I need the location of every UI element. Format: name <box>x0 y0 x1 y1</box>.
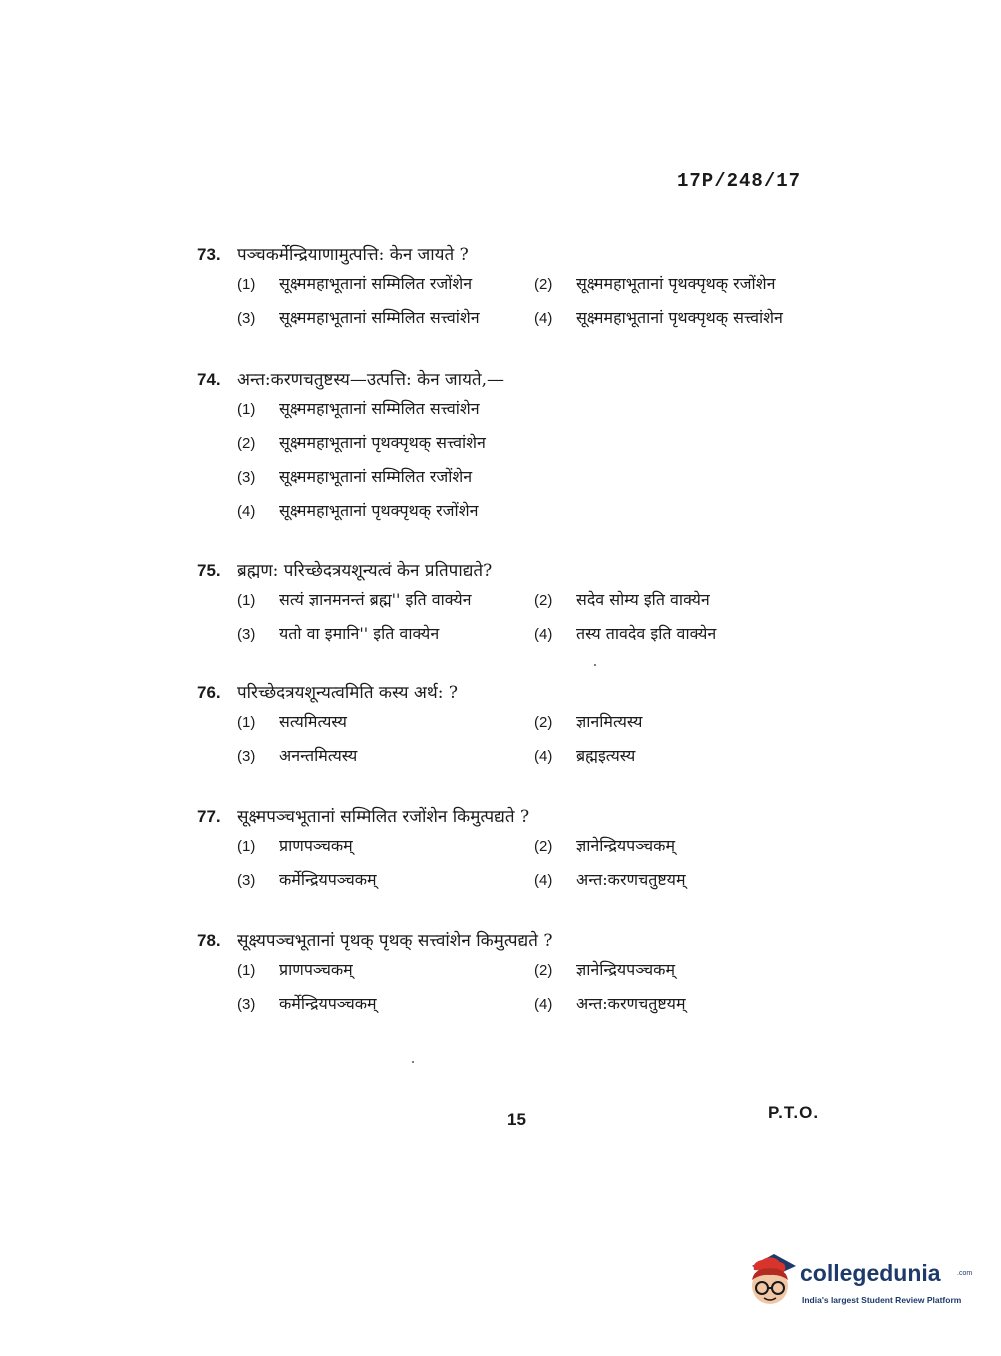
option: (3) कर्मेन्द्रियपञ्चकम् <box>237 870 377 889</box>
question-text: अन्त:करणचतुष्टस्य—उत्पत्ति: केन जायते,— <box>237 370 505 390</box>
option: (4) अन्त:करणचतुष्टयम् <box>534 870 686 889</box>
option: (3) सूक्ष्ममहाभूतानां सम्मिलित रजोंशेन <box>237 467 473 486</box>
question-number: 75. <box>197 561 221 580</box>
option: (1) प्राणपञ्चकम् <box>237 836 353 855</box>
question-text: ब्रह्मण: परिच्छेदत्रयशून्यत्वं केन प्रतिपाद्यते? <box>237 561 493 581</box>
option: (1) सत्यमित्यस्य <box>237 712 347 731</box>
question-78 <box>197 928 837 1026</box>
question-text: परिच्छेदत्रयशून्यत्वमिति कस्य अर्थ: ? <box>237 683 458 703</box>
question-77 <box>197 804 837 902</box>
option: (3) कर्मेन्द्रियपञ्चकम् <box>237 994 377 1013</box>
question-text: सूक्ष्मपञ्चभूतानां सम्मिलित रजोंशेन किमुत्पद्यते ? <box>237 807 530 827</box>
question-number: 77. <box>197 807 221 826</box>
question-74 <box>197 367 837 533</box>
question-text: सूक्ष्यपञ्चभूतानां पृथक् पृथक् सत्त्वांशेन किमुत्पद्यते ? <box>237 931 553 951</box>
question-76 <box>197 680 837 778</box>
option: (3) यतो वा इमानि'' इति वाक्येन <box>237 624 440 643</box>
paper-code: 17P/248/17 <box>677 170 802 192</box>
scan-speck <box>594 664 596 666</box>
option: (1) सूक्ष्ममहाभूतानां सम्मिलित रजोंशेन <box>237 274 473 293</box>
option: (1) सूक्ष्ममहाभूतानां सम्मिलित सत्त्वांशेन <box>237 399 480 418</box>
page-number: 15 <box>507 1110 526 1129</box>
mascot-icon <box>744 1248 800 1310</box>
option: (2) ज्ञानेन्द्रियपञ्चकम् <box>534 836 676 855</box>
option: (2) सूक्ष्ममहाभूतानां पृथक्पृथक् रजोंशेन <box>534 274 776 293</box>
watermark-suffix: .com <box>957 1270 973 1277</box>
question-number: 78. <box>197 931 221 950</box>
question-number: 73. <box>197 245 221 264</box>
question-number: 74. <box>197 370 221 389</box>
option: (3) सूक्ष्ममहाभूतानां सम्मिलित सत्त्वांशेन <box>237 308 480 327</box>
scan-speck <box>412 1061 414 1063</box>
option: (2) सदेव सोम्य इति वाक्येन <box>534 590 710 609</box>
option: (1) सत्यं ज्ञानमनन्तं ब्रह्म'' इति वाक्येन <box>237 590 472 609</box>
question-number: 76. <box>197 683 221 702</box>
option: (4) ब्रह्मइत्यस्य <box>534 746 636 765</box>
option: (4) सूक्ष्ममहाभूतानां पृथक्पृथक् रजोंशेन <box>237 501 479 520</box>
option: (2) ज्ञानेन्द्रियपञ्चकम् <box>534 960 676 979</box>
option: (3) अनन्तमित्यस्य <box>237 746 358 765</box>
question-text: पञ्चकर्मेन्द्रियाणामुत्पत्ति: केन जायते ? <box>237 245 469 265</box>
option: (4) सूक्ष्ममहाभूतानां पृथक्पृथक् सत्त्वांशेन <box>534 308 783 327</box>
watermark-brand: collegedunia <box>800 1260 941 1286</box>
question-73 <box>197 242 837 340</box>
question-75 <box>197 558 837 656</box>
option: (4) अन्त:करणचतुष्टयम् <box>534 994 686 1013</box>
watermark-tagline: India's largest Student Review Platform <box>802 1295 962 1305</box>
option: (2) ज्ञानमित्यस्य <box>534 712 643 731</box>
option: (1) प्राणपञ्चकम् <box>237 960 353 979</box>
pto-label: P.T.O. <box>768 1103 820 1122</box>
collegedunia-watermark <box>744 1248 974 1318</box>
option: (2) सूक्ष्ममहाभूतानां पृथक्पृथक् सत्त्वांशेन <box>237 433 486 452</box>
option: (4) तस्य तावदेव इति वाक्येन <box>534 624 717 643</box>
